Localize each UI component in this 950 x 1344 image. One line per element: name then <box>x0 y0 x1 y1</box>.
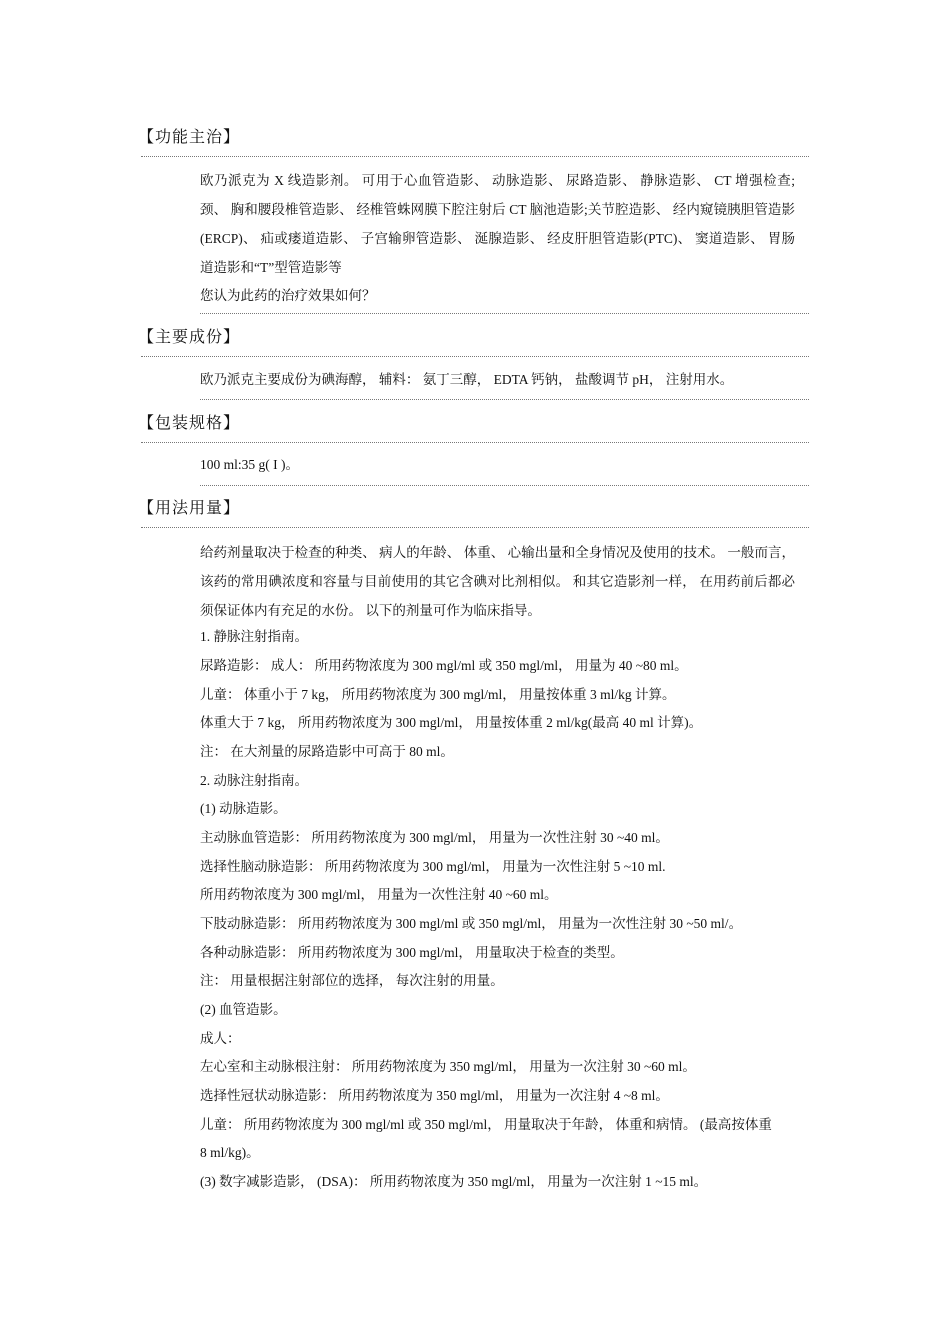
divider <box>141 356 809 357</box>
divider <box>200 485 809 486</box>
dosage-line: 主动脉血管造影： 所用药物浓度为 300 mgl/ml， 用量为一次性注射 30 ~40 ml。 <box>200 830 669 845</box>
divider <box>200 399 809 400</box>
section-heading-indications: 【功能主治】 <box>138 127 241 146</box>
dosage-line: 体重大于 7 kg， 所用药物浓度为 300 mgl/ml， 用量按体重 2 ml/kg(最高 40 ml 计算)。 <box>200 715 703 730</box>
dosage-line: 注： 在大剂量的尿路造影中可高于 80 ml。 <box>200 744 454 759</box>
dosage-line: 尿路造影： 成人： 所用药物浓度为 300 mgl/ml 或 350 mgl/ml， 用量为 40 ~80 ml。 <box>200 658 688 673</box>
dosage-line: 下肢动脉造影： 所用药物浓度为 300 mgl/ml 或 350 mgl/ml， 用量为一次性注射 30 ~50 ml/。 <box>200 916 743 931</box>
dosage-line: 选择性冠状动脉造影： 所用药物浓度为 350 mgl/ml， 用量为一次注射 4 ~8 ml。 <box>200 1088 669 1103</box>
dosage-line: 所用药物浓度为 300 mgl/ml， 用量为一次性注射 40 ~60 ml。 <box>200 887 558 902</box>
dosage-line: 2. 动脉注射指南。 <box>200 773 308 788</box>
dosage-line: (2) 血管造影。 <box>200 1002 287 1017</box>
indications-text: 欧乃派克为 X 线造影剂。 可用于心血管造影、 动脉造影、 尿路造影、 静脉造影、 CT 增强检查;颈、 胸和腰段椎管造影、 经椎管蛛网膜下腔注射后 CT 脑池造影;关节腔造影、 经内窥镜胰胆管造影 (ERCP)、 疝或瘘道造影、 子宫输卵管造影、 涎腺造影、 经皮肝胆管造影(PTC)、 窦道造影、 胃肠道造影和“T”型管造影等 <box>200 173 795 275</box>
divider <box>141 527 809 528</box>
dosage-line: (3) 数字减影造影， (DSA)： 所用药物浓度为 350 mgl/ml， 用量为一次注射 1 ~15 ml。 <box>200 1174 708 1189</box>
dosage-line: 儿童： 体重小于 7 kg， 所用药物浓度为 300 mgl/ml， 用量按体重 3 ml/kg 计算。 <box>200 687 676 702</box>
ingredients-text: 欧乃派克主要成份为碘海醇， 辅料： 氨丁三醇， EDTA 钙钠， 盐酸调节 pH， 注射用水。 <box>200 372 734 387</box>
dosage-line: 儿童： 所用药物浓度为 300 mgl/ml 或 350 mgl/ml， 用量取决于年龄， 体重和病情。 (最高按体重 <box>200 1117 772 1132</box>
divider <box>141 442 809 443</box>
section-heading-package: 【包装规格】 <box>138 413 241 432</box>
section-heading-dosage: 【用法用量】 <box>138 498 241 517</box>
dosage-line: 1. 静脉注射指南。 <box>200 629 308 644</box>
dosage-line: 8 ml/kg)。 <box>200 1145 260 1160</box>
dosage-intro: 给药剂量取决于检查的种类、 病人的年龄、 体重、 心输出量和全身情况及使用的技术。 一般而言， 该药的常用碘浓度和容量与目前使用的其它含碘对比剂相似。 和其它造影剂一样， 在用药前后都必须保证体内有充足的水份。 以下的剂量可作为临床指导。 <box>200 545 795 618</box>
package-text: 100 ml:35 g( I )。 <box>200 457 299 472</box>
section-heading-ingredients: 【主要成份】 <box>138 327 241 346</box>
divider <box>141 156 809 157</box>
dosage-line: 左心室和主动脉根注射： 所用药物浓度为 350 mgl/ml， 用量为一次注射 30 ~60 ml。 <box>200 1059 696 1074</box>
dosage-line: 选择性脑动脉造影： 所用药物浓度为 300 mgl/ml， 用量为一次性注射 5 ~10 ml. <box>200 859 666 874</box>
dosage-line: 注： 用量根据注射部位的选择， 每次注射的用量。 <box>200 973 504 988</box>
indications-question: 您认为此药的治疗效果如何？ <box>200 288 376 303</box>
dosage-line: (1) 动脉造影。 <box>200 801 287 816</box>
dosage-line: 各种动脉造影： 所用药物浓度为 300 mgl/ml， 用量取决于检查的类型。 <box>200 945 624 960</box>
dosage-line: 成人： <box>200 1031 241 1046</box>
divider <box>200 313 809 314</box>
